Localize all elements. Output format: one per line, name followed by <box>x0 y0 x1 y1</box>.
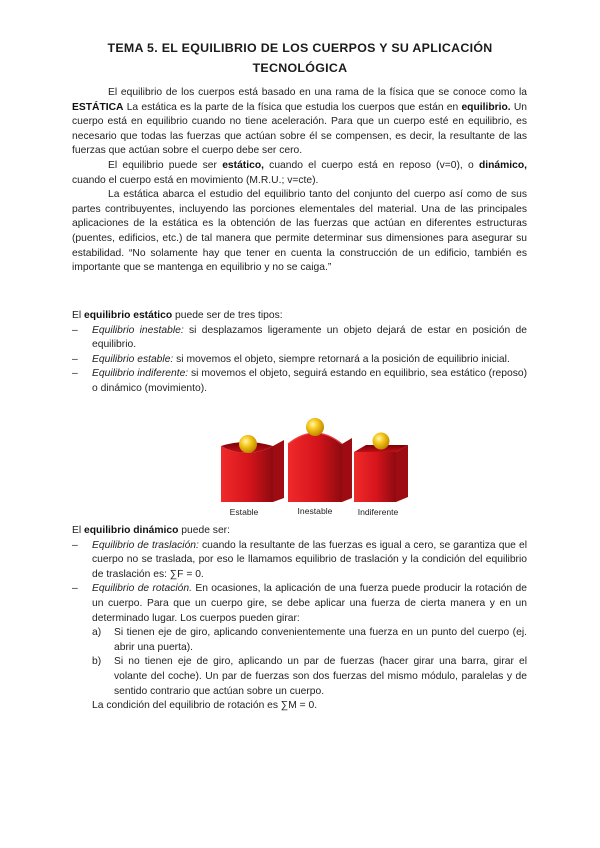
text-run: El equilibrio de los cuerpos está basado en una rama de la física que se conoce como la <box>108 87 527 98</box>
item-text: si movemos el objeto, seguirá estando en equilibrio, sea estático (reposo) o dinámico (movimiento). <box>92 368 528 394</box>
dynamic-intro <box>72 524 527 539</box>
sub-item-label: a) <box>92 627 102 639</box>
item-text: cuando la resultante de las fuerzas es igual a cero, se garantiza que el cuerpo no se traslada, por eso le llamamos equilibrio de traslación y la condición del equilibrio de traslación es: ∑F = 0. <box>92 539 527 580</box>
rotation-condition: La condición del equilibrio de rotación es ∑M = 0. <box>92 700 318 712</box>
estatica-term: ESTÁTICA <box>72 101 124 113</box>
unstable-ball <box>306 418 324 436</box>
label-indiferente: Indiferente <box>357 507 399 517</box>
estatico-term: estático, <box>222 159 264 171</box>
dash-bullet: – <box>72 368 78 380</box>
intro-paragraph-1 <box>72 86 527 159</box>
text-run: cuando el cuerpo está en movimiento (M.R.U.; v=cte). <box>72 174 319 186</box>
text-run: El <box>72 525 85 536</box>
sub-list-item <box>92 655 527 699</box>
item-text: si movemos el objeto, siempre retornará a la posición de equilibrio inicial. <box>173 353 510 365</box>
page-title <box>60 38 540 78</box>
dash-bullet: – <box>72 539 78 551</box>
equilibrio-term: equilibrio. <box>461 101 511 113</box>
equilibrium-illustration <box>218 418 413 518</box>
stable-ball <box>239 435 257 453</box>
sub-item-text: Si no tienen eje de giro, aplicando un par de fuerzas (hacer girar una barra, girar el volante del coche). Un par de fuerzas son dos fuerzas del mismo módulo, paralelas y de sentido contrario que actúan sobre un cuerpo. <box>114 656 527 697</box>
rotation-sublist <box>92 626 527 699</box>
dynamic-term: equilibrio dinámico <box>84 525 179 536</box>
sub-item-text: Si tienen eje de giro, aplicando convenientemente una fuerza en un punto del cuerpo (ej. abrir una puerta). <box>114 627 527 653</box>
dinamico-term: dinámico, <box>478 159 528 171</box>
text-run: La estática es la parte de la física que estudia los cuerpos que están en <box>123 101 462 113</box>
dash-bullet: – <box>72 353 78 365</box>
item-text: si desplazamos ligeramente un objeto dejará de estar en posición de equilibrio. <box>92 324 527 351</box>
dash-bullet: – <box>72 583 78 595</box>
title-line-1: TEMA 5. EL EQUILIBRIO DE LOS CUERPOS Y SU APLICACIÓN <box>107 41 493 55</box>
intro-section <box>72 86 527 276</box>
text-run: cuando el cuerpo está en reposo (v=0), o <box>263 159 479 171</box>
stable-block <box>221 435 284 502</box>
static-equilibrium-section <box>72 309 527 397</box>
static-types-list <box>72 324 527 397</box>
item-text: En ocasiones, la aplicación de una fuerza puede producir la rotación de un cuerpo. Para que un cuerpo gire, se debe aplicar una fuerza de cierta manera y en un determinado lugar. Los cuerpos pueden girar: <box>92 583 527 624</box>
sub-item-label: b) <box>92 656 102 668</box>
equilibrium-figure <box>218 418 413 518</box>
text-run: Un cuerpo está en equilibrio cuando no tiene aceleración. Para que un cuerpo esté en equilibrio, es necesario que todas las fuerzas que actúan sobre él se compensen, es decir, la resultante de las fuerzas que actúan sobre el cuerpo debe ser cero. <box>72 101 527 157</box>
list-item <box>72 353 527 368</box>
label-estable: Estable <box>229 507 259 517</box>
dynamic-equilibrium-section <box>72 524 527 714</box>
list-item <box>72 367 527 396</box>
indifferent-block <box>354 433 408 503</box>
title-line-2: TECNOLÓGICA <box>252 61 348 75</box>
sub-list-item <box>92 626 527 655</box>
list-item <box>72 539 527 583</box>
item-term: Equilibrio indiferente: <box>92 368 189 380</box>
unstable-block <box>288 418 352 502</box>
text-run: puede ser: <box>178 525 230 536</box>
item-term: Equilibrio inestable: <box>92 324 184 336</box>
text-run: puede ser de tres tipos: <box>172 310 283 321</box>
indifferent-ball <box>373 433 390 450</box>
label-inestable: Inestable <box>297 506 333 516</box>
text-run: El <box>72 310 85 321</box>
list-item <box>72 582 527 699</box>
dash-bullet: – <box>72 324 78 336</box>
dynamic-types-list <box>72 539 527 700</box>
intro-paragraph-2 <box>72 159 527 188</box>
item-term: Equilibrio de rotación. <box>92 583 192 595</box>
item-term: Equilibrio estable: <box>92 353 174 365</box>
item-term: Equilibrio de traslación: <box>92 539 199 551</box>
text-run: El equilibrio puede ser <box>108 159 223 171</box>
static-intro <box>72 309 527 324</box>
list-item <box>72 324 527 353</box>
static-term: equilibrio estático <box>84 310 173 321</box>
intro-paragraph-3: La estática abarca el estudio del equilibrio tanto del conjunto del cuerpo así como de sus partes contribuyentes, incluyendo las porciones elementales del material. Una de las principales aplicaciones de la estática es la obtención de las fuerzas que actúan en diferentes estructuras (puentes, edificios, etc.) de tal manera que permite determinar sus dimensiones para asegurar su estabilidad. “No solamente hay que tener en cuenta la construcción de un edificio, también es importante que se mantenga en equilibrio y no se caiga.” <box>72 189 527 274</box>
